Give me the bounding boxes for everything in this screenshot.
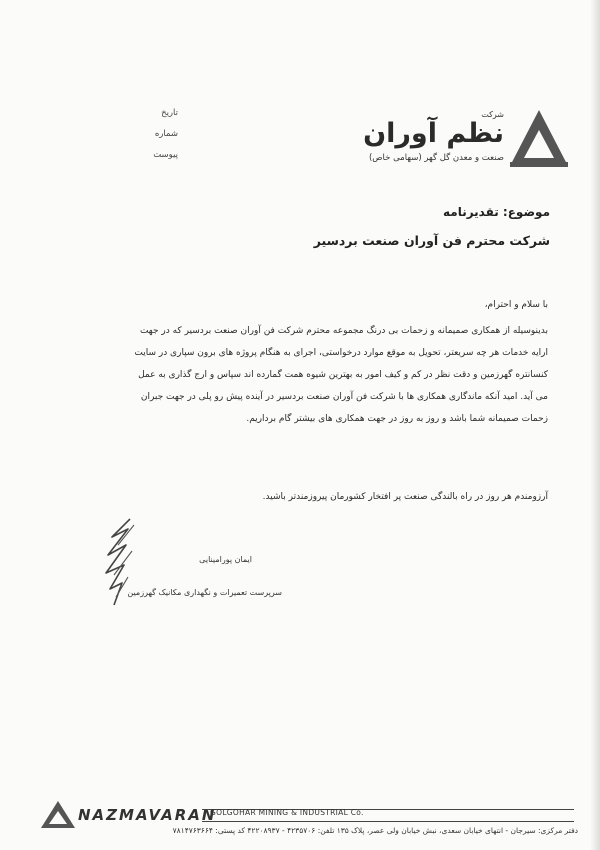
letter-body	[48, 300, 548, 430]
footer-address: دفتر مرکزی: سیرجان - انتهای خیابان سعدی، نبش خیابان ولی عصر، پلاک ۱۳۵ تلفن: ۴۲۳۵۷۰۶ - ۴۲۲۰۸۹۳۷ کد پستی: ۷۸۱۴۷۶۳۶۶۴	[172, 826, 578, 835]
signer-title: سرپرست تعمیرات و نگهداری مکانیک گهرزمین	[127, 588, 282, 597]
body-line: می آید. امید آنکه ماندگاری همکاری ها با شرکت فن آوران صنعت بردسیر در آینده پیش رو پلی در جهت جبران	[140, 392, 548, 402]
signer-name: ایمان پورامینایی	[199, 555, 252, 564]
body-line: زحمات صمیمانه شما باشد و روز به روز در جهت همکاری های بیشتر گام برداریم.	[246, 414, 548, 424]
letter-subject: موضوع: تقدیرنامه	[442, 205, 550, 219]
letter-meta	[128, 103, 178, 166]
footer-company-english: GOLGOHAR MINING & INDUSTRIAL Co.	[210, 808, 364, 817]
date-label: تاریخ	[161, 108, 178, 118]
body-paragraph	[48, 320, 548, 430]
footer-emblem-icon	[40, 800, 76, 830]
number-label: شماره	[154, 129, 178, 139]
logo-prefix: شرکت	[481, 110, 504, 119]
company-emblem-icon	[508, 108, 570, 170]
scan-edge-shadow	[590, 0, 600, 850]
body-line: ارایه خدمات هر چه سریعتر، تحویل به موقع موارد درخواستی، اجرای به هنگام پروژه های برون سپاری در سایت	[134, 348, 548, 358]
logo-company-subtitle: صنعت و معدن گل گهر (سهامی خاص)	[368, 153, 504, 163]
body-line: بدینوسیله از همکاری صمیمانه و زحمات بی درنگ مجموعه محترم شرکت فن آوران صنعت بردسیر که در جهت	[139, 326, 548, 336]
company-logo	[360, 108, 570, 170]
body-line: کنسانتره گهرزمین و دقت نظر در کم و کیف امور به بهترین شیوه همت گمارده اند سپاس و ارج گذاری به عمل	[138, 370, 548, 380]
closing-wish: آرزومندم هر روز در راه بالندگی صنعت پر افتخار کشورمان پیروزمندتر باشید.	[262, 492, 548, 502]
attachment-label: پیوست	[153, 150, 178, 160]
greeting: با سلام و احترام،	[484, 300, 548, 310]
footer-brand: NAZMAVARAN	[78, 806, 217, 824]
letter-recipient: شرکت محترم فن آوران صنعت بردسیر	[313, 233, 550, 248]
logo-company-name: نظم آوران	[363, 118, 504, 149]
